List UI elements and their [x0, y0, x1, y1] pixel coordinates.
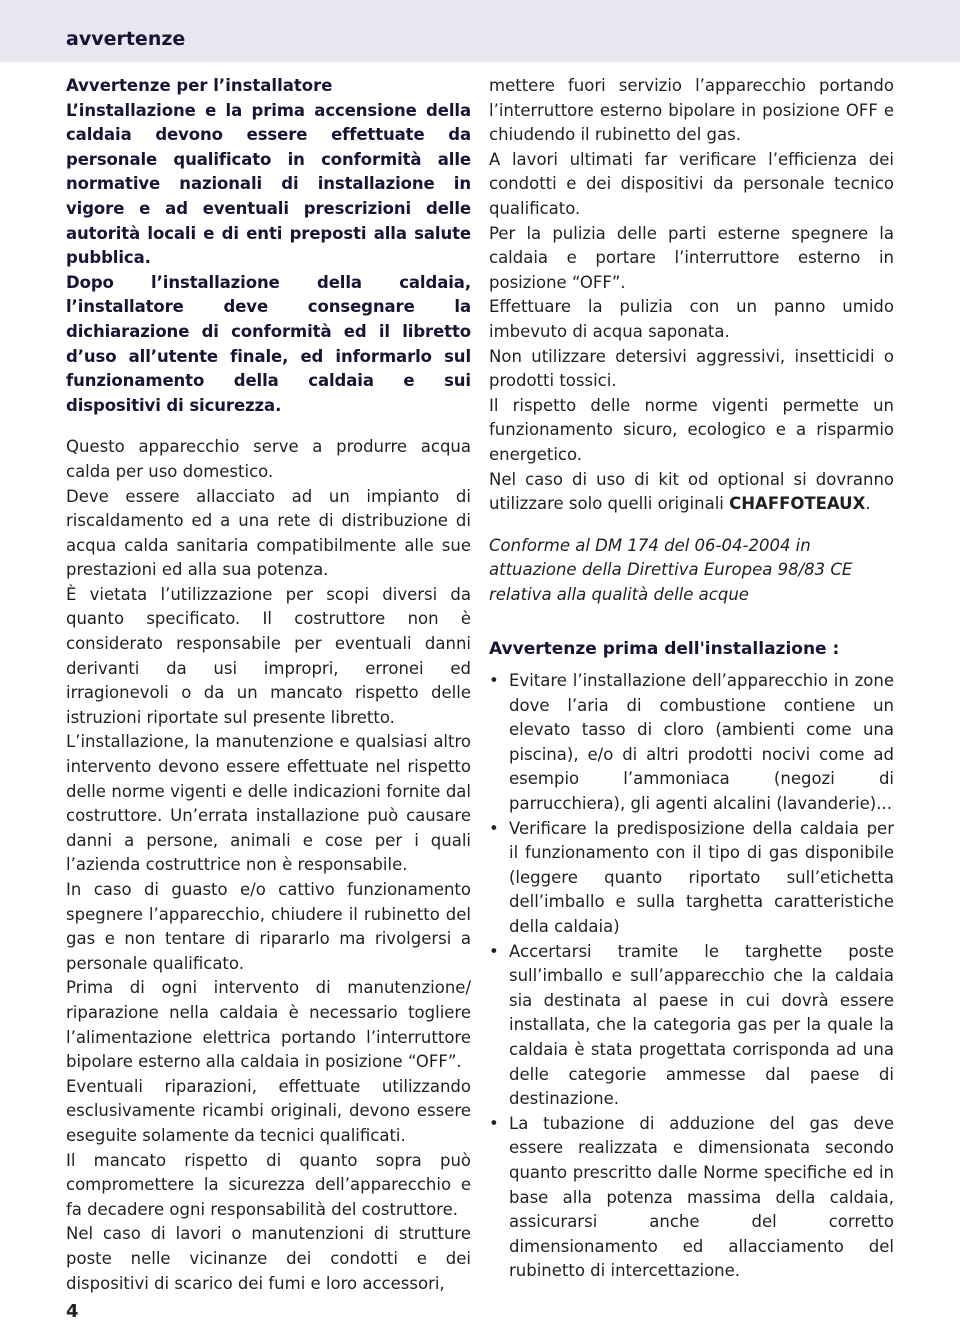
bullet-icon: • [489, 671, 499, 691]
body-paragraph: Deve essere allacciato ad un impianto di riscaldamento ed a una rete di distribuzione di acqua calda sanitaria compatibilmente alle sue prestazioni ed alla sua potenza. [66, 486, 471, 580]
list-item [489, 1112, 894, 1284]
spacer [66, 418, 471, 435]
list-item-text: Accertarsi tramite le targhette poste sull’imballo e sull’apparecchio che la caldaia sia destinata al paese in cui dovrà essere installata, che la categoria gas per la quale la caldaia è stata progettata corrisponda ad una delle categorie ammesse dal paese di destinazione. [509, 941, 894, 1109]
left-column [66, 74, 471, 1296]
kit-paragraph [489, 468, 894, 517]
spacer [489, 517, 894, 534]
bullet-icon: • [489, 818, 499, 838]
body-paragraph: Questo apparecchio serve a produrre acqua calda per uso domestico. [66, 437, 471, 481]
pre-installation-title: Avvertenze prima dell'installazione : [489, 639, 840, 660]
kit-text: Nel caso di uso di kit od optional si dovranno utilizzare solo quelli originali [489, 469, 894, 514]
body-paragraph: Non utilizzare detersivi aggressivi, insetticidi o prodotti tossici. [489, 346, 894, 391]
body-paragraph: Eventuali riparazioni, effettuate utilizzando esclusivamente ricambi originali, devono essere eseguite solamente da tecnici qualificati. [66, 1076, 471, 1145]
body-paragraph: È vietata l’utilizzazione per scopi diversi da quanto specificato. Il costruttore non è considerato responsabile per eventuali danni derivanti da usi impropri, erronei ed irragionevoli o da un mancato rispetto delle istruzioni riportate sul presente libretto. [66, 584, 471, 727]
list-item-text: La tubazione di adduzione del gas deve essere realizzata e dimensionata secondo quanto prescritto dalle Norme specifiche ed in base alla potenza massima della caldaia, assicurarsi anche del corretto dimensionamento ed allacciamento del rubinetto di intercettazione. [509, 1113, 894, 1281]
list-item [489, 817, 894, 940]
body-paragraph: Il mancato rispetto di quanto sopra può compromettere la sicurezza dell’apparecchio e fa decadere ogni responsabilità del costruttore. [66, 1150, 471, 1219]
installer-warnings-title: Avvertenze per l’installatore [66, 76, 333, 95]
body-paragraph: Per la pulizia delle parti esterne spegnere la caldaia e portare l’interruttore esterno in posizione “OFF”. [489, 223, 894, 292]
body-paragraph: Nel caso di lavori o manutenzioni di strutture poste nelle vicinanze dei condotti e dei dispositivi di scarico dei fumi e loro accessori, [66, 1224, 471, 1293]
list-item [489, 940, 894, 1112]
body-paragraph: A lavori ultimati far verificare l’efficienza dei condotti e dei dispositivi da personale tecnico qualificato. [489, 149, 894, 218]
body-paragraph: Effettuare la pulizia con un panno umido imbevuto di acqua saponata. [489, 297, 894, 341]
bullet-icon: • [489, 1113, 499, 1133]
body-paragraph: L’installazione, la manutenzione e qualsiasi altro intervento devono essere effettuate nel rispetto delle norme vigenti e delle indicazioni fornite dal costruttore. Un’errata installazione può causare danni a persone, animali e cose per i quali l’azienda costruttrice non è responsabile. [66, 732, 471, 875]
kit-end: . [865, 494, 871, 514]
body-paragraph: mettere fuori servizio l’apparecchio portando l’interruttore esterno bipolare in posizione OFF e chiudendo il rubinetto del gas. [489, 76, 894, 145]
body-paragraph: Il rispetto delle norme vigenti permette un funzionamento sicuro, ecologico e a risparmio energetico. [489, 395, 894, 464]
list-item [489, 669, 894, 817]
pre-installation-list [489, 669, 894, 1284]
list-item-text: Evitare l’installazione dell’apparecchio in zone dove l’aria di combustione contiene un elevato tasso di cloro (ambienti come una piscina), e/o di altri prodotti nocivi come ad esempio l’ammoniaca (negozi di parrucchiera), gli agenti alcalini (lavanderie)... [509, 671, 894, 814]
brand-name: CHAFFOTEAUX [729, 494, 866, 514]
body-paragraph: In caso di guasto e/o cattivo funzionamento spegnere l’apparecchio, chiudere il rubinetto del gas e non tentare di ripararlo ma rivolgersi a personale qualificato. [66, 880, 471, 973]
page-number: 4 [66, 1301, 79, 1321]
installer-intro-paragraph: L’installazione e la prima accensione della caldaia devono essere effettuate da personale qualificato in conformità alle normative nazionali di installazione in vigore e ad eventuali prescrizioni delle autorità locali e di enti preposti alla salute pubblica. [66, 100, 471, 268]
section-title: avvertenze [66, 28, 186, 50]
bullet-icon: • [489, 941, 499, 961]
body-paragraph: Prima di ogni intervento di manutenzione/ riparazione nella caldaia è necessario togliere l’alimentazione elettrica portando l’interruttore bipolare esterno alla caldaia in posizione “OFF”. [66, 978, 471, 1072]
installer-declaration-paragraph: Dopo l’installazione della caldaia, l’installatore deve consegnare la dichiarazione di conformità ed il libretto d’uso all’utente finale, ed informarlo sul funzionamento della caldaia e sui dispositivi di sicurezza. [66, 272, 471, 415]
right-column [489, 74, 894, 1284]
conformity-statement: Conforme al DM 174 del 06-04-2004 in attuazione della Direttiva Europea 98/83 CE relativa alla qualità delle acque [489, 535, 853, 604]
list-item-text: Verificare la predisposizione della caldaia per il funzionamento con il tipo di gas disponibile (leggere quanto riportato sull’etichetta dell’imballo e sulla targhetta caratteristiche della caldaia) [509, 818, 894, 936]
